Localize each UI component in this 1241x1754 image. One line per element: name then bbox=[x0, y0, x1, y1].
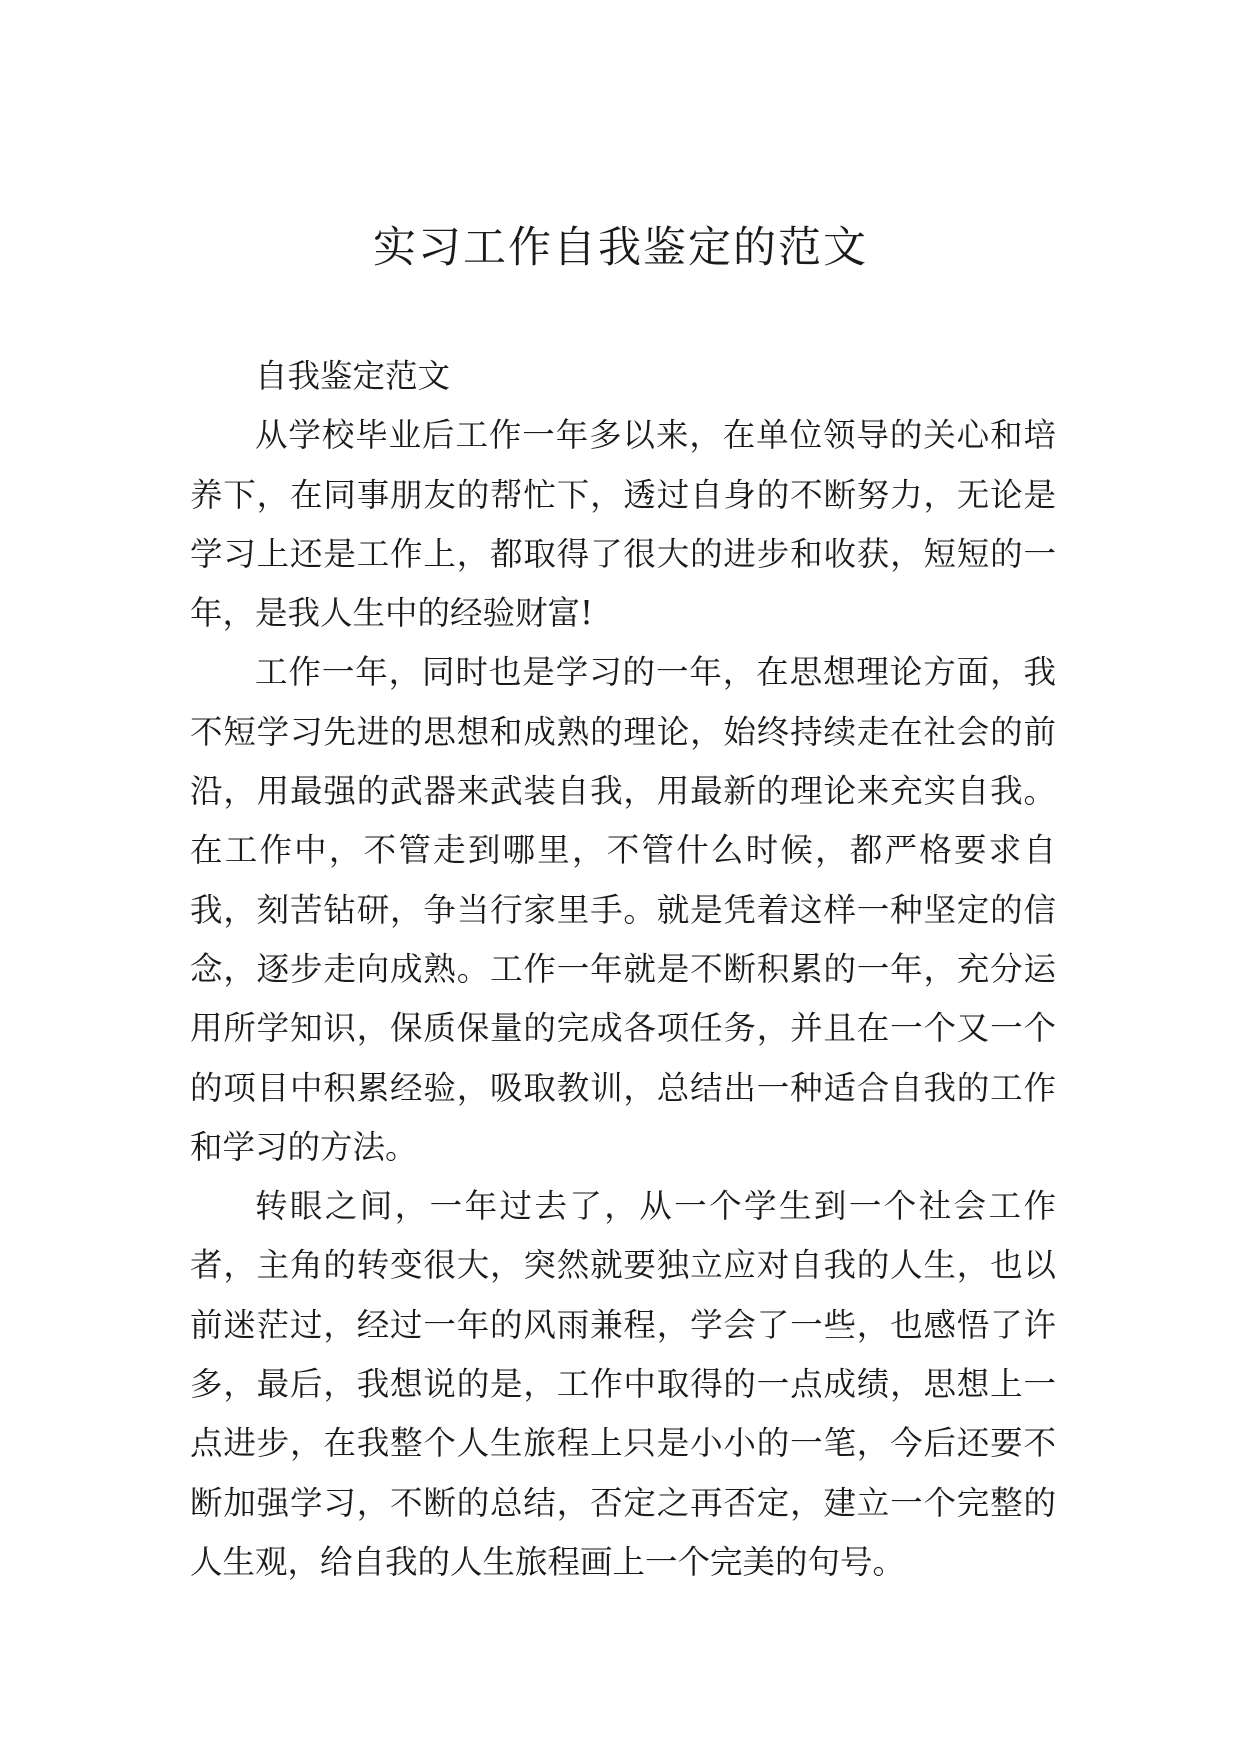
document-title: 实习工作自我鉴定的范文 bbox=[373, 223, 868, 273]
paragraph: 工作一年，同时也是学习的一年，在思想理论方面，我不短学习先进的思想和成熟的理论，始终持续走在社会的前沿，用最强的武器来武装自我，用最新的理论来充实自我。在工作中，不管走到哪里，不管什么时候，都严格要求自我，刻苦钻研，争当行家里手。就是凭着这样一种坚定的信念，逐步走向成熟。工作一年就是不断积累的一年，充分运用所学知识，保质保量的完成各项任务，并且在一个又一个的项目中积累经验，吸取教训，总结出一种适合自我的工作和学习的方法。 bbox=[190, 653, 1056, 1166]
paragraph: 转眼之间，一年过去了，从一个学生到一个社会工作者，主角的转变很大，突然就要独立应对自我的人生，也以前迷茫过，经过一年的风雨兼程，学会了一些，也感悟了许多，最后，我想说的是，工作中取得的一点成绩，思想上一点进步，在我整个人生旅程上只是小小的一笔，今后还要不断加强学习，不断的总结，否定之再否定，建立一个完整的人生观，给自我的人生旅程画上一个完美的句号。 bbox=[190, 1187, 1056, 1581]
document-body bbox=[190, 347, 1056, 1592]
paragraph: 从学校毕业后工作一年多以来，在单位领导的关心和培养下，在同事朋友的帮忙下，透过自身的不断努力，无论是学习上还是工作上，都取得了很大的进步和收获，短短的一年，是我人生中的经验财富! bbox=[190, 416, 1056, 633]
paragraph-heading: 自我鉴定范文 bbox=[255, 357, 451, 395]
